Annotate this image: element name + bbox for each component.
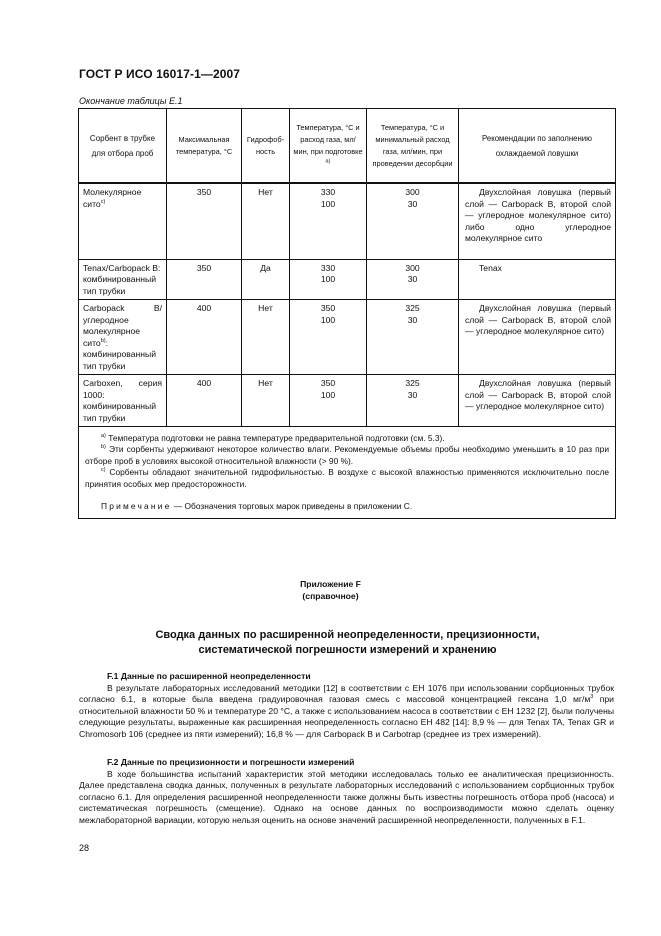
column-header-conditioning: Температура, °С и расход газа, мл/мин, при подготовке$^{a)}$ xyxy=(290,109,367,184)
cell-recommendation: Двухслойная ловушка (первый слой — Carbopack B, второй слой — углеродное молекулярное сито) xyxy=(459,375,616,427)
cell-hydrophobic: Да xyxy=(242,259,290,300)
table-footnotes-row xyxy=(79,427,616,519)
cell-max-temp: 350 xyxy=(167,259,242,300)
cell-desorption: 325 30 xyxy=(367,375,459,427)
cell-max-temp: 400 xyxy=(167,300,242,375)
cell-desorption: 300 30 xyxy=(367,259,459,300)
footnote-a: $^{a)}$ Температура подготовки не равна температуре предварительной подготовки (см. 5.3). xyxy=(101,433,445,443)
cell-recommendation: Tenax xyxy=(459,259,616,300)
cell-sorbent: Молекулярное сито$^{c)}$ xyxy=(79,183,167,259)
cell-max-temp: 400 xyxy=(167,375,242,427)
cell-conditioning: 330 100 xyxy=(290,259,367,300)
section-f1-paragraph: В результате лабораторных исследований методики [12] в соответствии с ЕН 1076 при использовании сорбционных трубок согласно 6.1, в которые была введена градуировочная газовая смесь с массовой концентрацией гексана 1,0 $мг/м^3$ при относительной влажности 50 % и температуре 20 °С, а также с использованием насоса в соответствии с ЕН 1232 [2], были получены следующие результаты, выраженные как расширенная неопределенность согласно ЕН 482 [14]: 8,9 % — для Tenax TA, Tenax GR и Chromosorb 106 (среднее из пяти измерений); 16,8 % — для Carbopack B и Carbotrap (среднее из трех измерений). xyxy=(79,682,614,739)
table-caption: Окончание таблицы Е.1 xyxy=(79,96,183,106)
table-row xyxy=(79,300,616,375)
cell-max-temp: 350 xyxy=(167,183,242,259)
cell-conditioning: 350 100 xyxy=(290,300,367,375)
cell-conditioning: 350 100 xyxy=(290,375,367,427)
annex-heading: Сводка данных по расширенной неопределенности, прецизионности, систематической погрешности измерений и хранению xyxy=(155,629,540,656)
cell-sorbent: Carbopack B/углеродное молекулярное сито$^{b)}$: комбинированный тип трубки xyxy=(79,300,167,375)
column-header-max-temp: Максимальная температура, °С xyxy=(167,109,242,184)
document-header: ГОСТ Р ИСО 16017-1—2007 xyxy=(79,67,241,81)
section-f2 xyxy=(79,757,614,827)
cell-desorption: 300 30 xyxy=(367,183,459,259)
table-row xyxy=(79,375,616,427)
table-row xyxy=(79,259,616,300)
cell-hydrophobic: Нет xyxy=(242,375,290,427)
column-header-hydrophobicity: Гидрофоб-ность xyxy=(242,109,290,184)
footnote-b: $^{b)}$ Эти сорбенты удерживают некоторое количество влаги. Рекомендуемые объемы пробы необходимо уменьшить в 10 раз при отборе проб в условиях высокой относительной влажности (> 90 %). xyxy=(85,444,610,466)
table-footnotes xyxy=(79,427,616,519)
footnote-ref-a: a) xyxy=(325,158,331,165)
cell-sorbent: Carboxen, серия 1000: комбинированный тип трубки xyxy=(79,375,167,427)
cell-hydrophobic: Нет xyxy=(242,183,290,259)
column-header-desorption: Температура, °С и минимальный расход газа, мл/мин, при проведении десорбции xyxy=(367,109,459,184)
cell-conditioning: 330 100 xyxy=(290,183,367,259)
table-header-row xyxy=(79,109,616,184)
section-f2-heading: F.2 Данные по прецизионности и погрешности измерений xyxy=(107,757,355,767)
column-header-recommendation: Рекомендации по заполнению охлаждаемой ловушки xyxy=(459,109,616,184)
page-number: 28 xyxy=(79,843,90,853)
annex-subtitle: (справочное) xyxy=(302,591,359,601)
table-row xyxy=(79,183,616,259)
footnote-c: $^{c)}$ Сорбенты обладают значительной гидрофильностью. В воздухе с высокой влажностью применяются исключительно после принятия особых мер предосторожности. xyxy=(85,467,609,489)
cell-hydrophobic: Нет xyxy=(242,300,290,375)
annex-title: Приложение F xyxy=(300,579,361,589)
section-f1-heading: F.1 Данные по расширенной неопределенности xyxy=(107,671,311,681)
sorbent-table xyxy=(78,108,616,519)
table-note: Примечание — Обозначения торговых марок приведены в приложении С. xyxy=(101,501,413,512)
column-header-sorbent: Сорбент в трубке для отбора проб xyxy=(79,109,167,184)
cell-desorption: 325 30 xyxy=(367,300,459,375)
section-f1 xyxy=(79,671,614,741)
section-f2-paragraph: В ходе большинства испытаний характеристик этой методики исследовалась только ее аналитическая прецизионность. Далее представлена сводка данных, полученных в результате лабораторных исследований с использованием сорбционных трубок согласно 6.1. Для определения расширенной неопределенности также должны быть известны погрешность отбора проб (насоса) и систематическая погрешность (смещение). Однако на основе данных по воспроизводимости можно сделать оценку межлабораторной вариации, которую нельзя оценить на основе значений расширенной неопределенности, полученных в F.1. xyxy=(79,768,614,825)
cell-sorbent: Tenax/Carbopack B: комбинированный тип трубки xyxy=(79,259,167,300)
cell-recommendation: Двухслойная ловушка (первый слой — Carbopack B, второй слой — углеродное молекулярное сито) либо одно углеродное молекулярное сито xyxy=(459,183,616,259)
cell-recommendation: Двухслойная ловушка (первый слой — Carbopack B, второй слой — углеродное молекулярное сито) xyxy=(459,300,616,375)
